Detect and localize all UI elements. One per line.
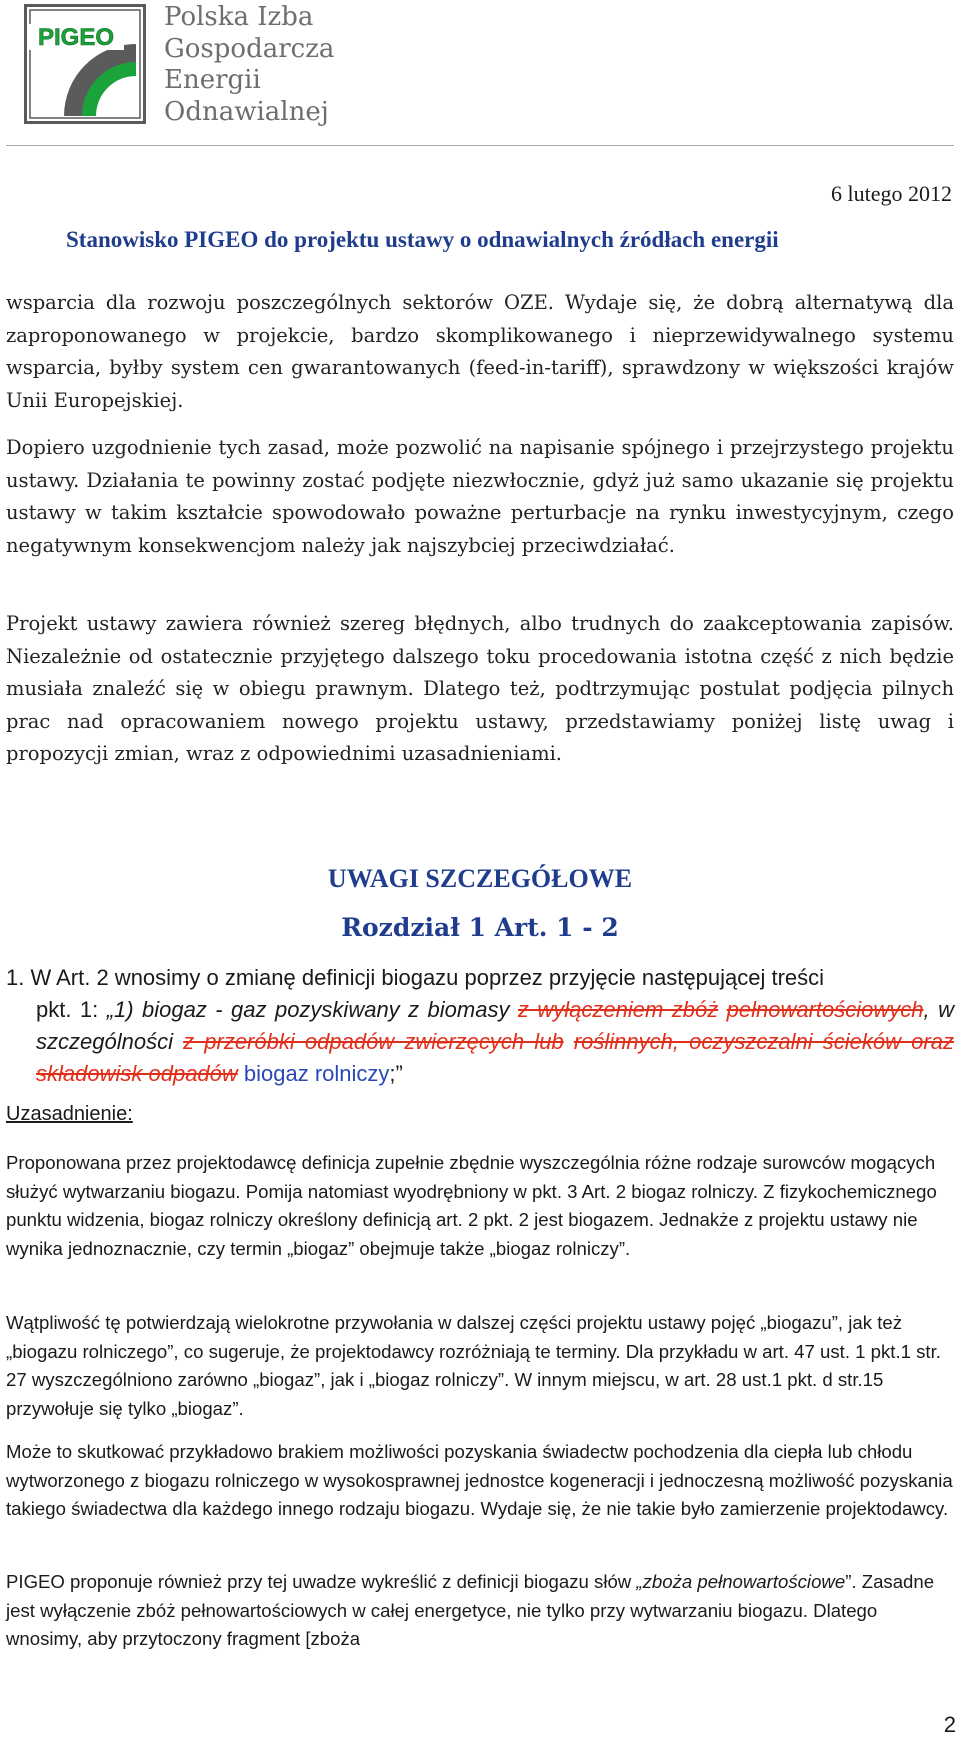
chapter-heading: Rozdział 1 Art. 1 - 2 [341, 913, 619, 942]
amendment-intro: 1. W Art. 2 wnosimy o zmianę definicji biogazu poprzez przyjęcie następującej treści [6, 965, 825, 990]
page-number: 2 [943, 1712, 956, 1737]
definition-quote: , w szczególności [36, 997, 954, 1054]
justification-paragraph [6, 1149, 954, 1263]
inserted-text: biogaz rolniczy [237, 1061, 390, 1086]
org-line: Energii [164, 65, 261, 95]
paragraph-text: PIGEO proponuje również przy tej uwadze wykreślić z definicji biogazu słów [6, 1571, 637, 1592]
org-line: Polska Izba [164, 2, 314, 32]
body-paragraph [6, 432, 954, 562]
justification-paragraph [6, 1309, 954, 1423]
paragraph-text: ”. Zasadne jest wyłączenie zbóż pełnowartościowych w całej energetyce, nie tylko przy wytwarzaniu biogazu. Dlatego wnosimy, aby przytoczony fragment [zboża [6, 1571, 935, 1649]
deleted-text: roślinnych, oczyszczalni ścieków oraz składowisk odpadów [36, 1029, 954, 1086]
deleted-text: pełnowartościowych [726, 997, 924, 1022]
header-divider [6, 145, 954, 146]
amendment-text [6, 994, 954, 1090]
definition-quote: „1) biogaz - gaz pozyskiwany z biomasy [106, 997, 518, 1022]
quote-end: ;” [389, 1061, 403, 1086]
section-heading: UWAGI SZCZEGÓŁOWE [327, 864, 633, 893]
document-title: Stanowisko PIGEO do projektu ustawy o odnawialnych źródłach energii [66, 227, 779, 252]
paragraph-text: Proponowana przez projektodawcę definicja zupełnie zbędnie wyszczególnia różne rodzaje surowców mogących służyć wytwarzaniu biogazu. Pomija natomiast wyodrębniony w pkt. 3 Art. 2 biogaz rolniczy. Z fizykochemicznego punktu widzenia, biogaz rolniczy określony definicją art. 2 pkt. 2 jest biogazem. Jednakże z projektu ustawy nie wynika jednoznacznie, czy termin „biogaz” obejmuje także „biogaz rolniczy”. [6, 1152, 937, 1259]
paragraph-text: wsparcia dla rozwoju poszczególnych sektorów OZE. Wydaje się, że dobrą alternatywą dla zaproponowanego w projekcie, bardzo skomplikowanego i nieprzewidywalnego systemu wsparcia, byłby system cen gwarantowanych (feed-in-tariff), sprawdzony w większości krajów Unii Europejskiej. [6, 291, 954, 412]
body-paragraph [6, 287, 954, 417]
quoted-term: „zboża pełnowartościowe [636, 1571, 846, 1592]
paragraph-text: Projekt ustawy zawiera również szereg błędnych, albo trudnych do zaakceptowania zapisów. Niezależnie od ostatecznie przyjętego dalszego toku procedowania istotna część z nich będzie musiała znaleźć się w obiegu prawnym. Dlatego też, podtrzymując postulat podjęcia pilnych prac nad opracowaniem nowego projektu ustawy, przedstawiamy poniżej listę uwag i propozycji zmian, wraz z odpowiednimi uzasadnieniami. [6, 612, 954, 765]
justification-label: Uzasadnienie: [6, 1103, 133, 1125]
paragraph-text: Może to skutkować przykładowo brakiem możliwości pozyskania świadectw pochodzenia dla ciepła lub chłodu wytworzonego z biogazu rolniczego w wysokosprawnej jednostce kogeneracji i jednoczesną możliwość pozyskania takiego świadectwa dla każdego innego rodzaju biogazu. Wydaje się, że nie takie było zamierzenie projektodawcy. [6, 1441, 953, 1519]
org-line: Odnawialnej [164, 96, 329, 127]
pigeo-logo [24, 4, 146, 124]
org-line: Gospodarcza [164, 33, 335, 64]
deleted-text: z wyłączeniem zbóż [517, 997, 719, 1022]
paragraph-text: Wątpliwość tę potwierdzają wielokrotne przywołania w dalszej części projektu ustawy pojęć „biogazu”, jak też „biogazu rolniczego”, co sugeruje, że projektodawcy rozróżniają te terminy. Dla przykładu w art. 47 ust. 1 pkt.1 str. 27 wyszczególniono zarówno „biogaz”, jak i „biogaz rolniczy”. W innym miejscu, w art. 28 ust.1 pkt. d str.15 przywołuje się tylko „biogaz”. [6, 1312, 941, 1419]
amendment-item [6, 962, 954, 1090]
paragraph-text: Dopiero uzgodnienie tych zasad, może pozwolić na napisanie spójnego i przejrzystego projektu ustawy. Działania te powinny zostać podjęte niezwłocznie, gdyż już samo ukazanie się projektu ustawy w takim kształcie spowodowało poważne perturbacje na rynku inwestycyjnym, czego negatywnym konsekwencjom należy jak najszybciej przeciwdziałać. [6, 436, 954, 557]
logo-text: PIGEO [37, 24, 115, 51]
justification-paragraph [6, 1438, 954, 1524]
deleted-text: z przeróbki odpadów zwierzęcych lub [183, 1029, 564, 1054]
body-paragraph [6, 608, 954, 771]
document-date: 6 lutego 2012 [831, 181, 952, 206]
organization-name [164, 2, 334, 128]
closing-paragraph [6, 1568, 954, 1654]
pkt-label: pkt. 1: [36, 997, 107, 1022]
